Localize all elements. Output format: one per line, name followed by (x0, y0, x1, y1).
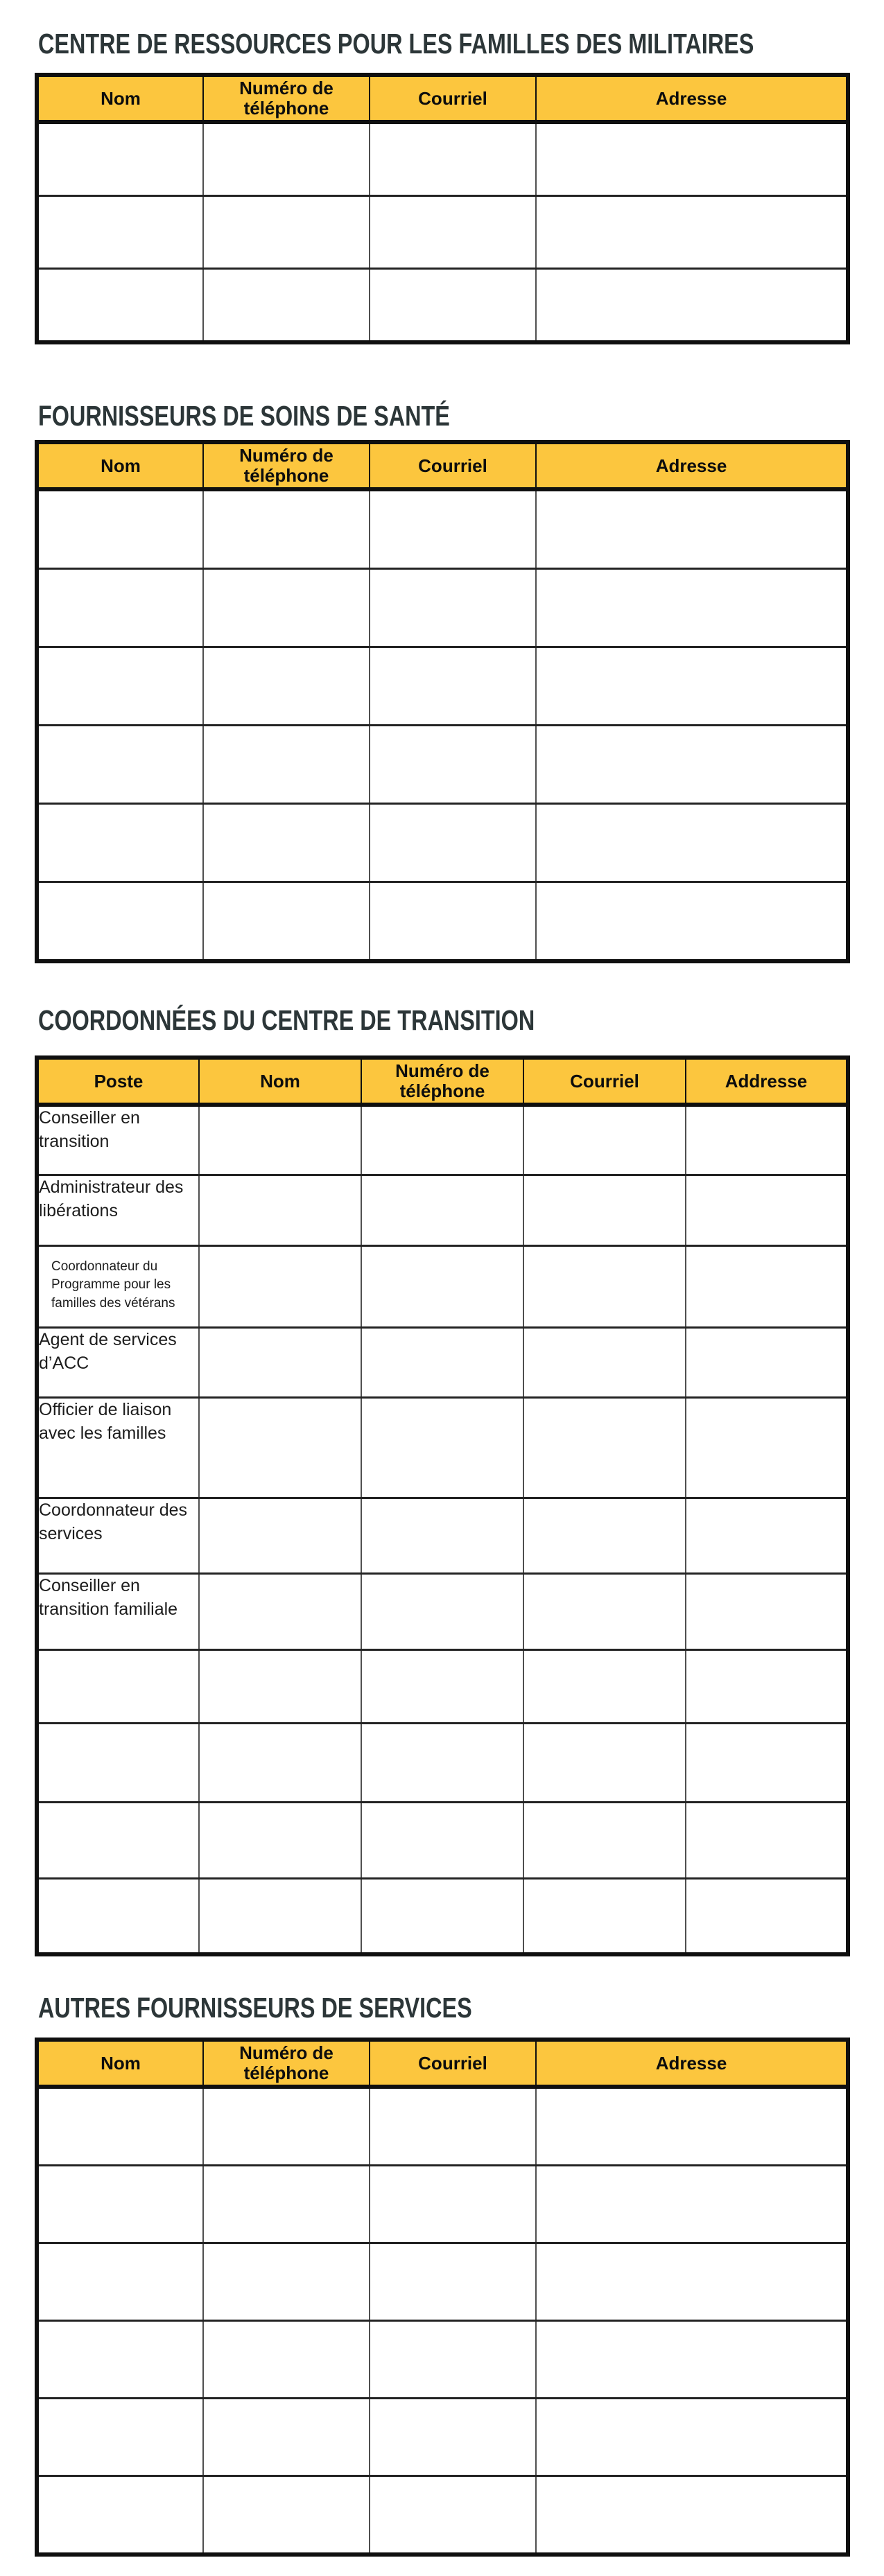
empty-fill-in-cell (523, 1246, 686, 1328)
column-header: Numéro de téléphone (361, 1058, 523, 1105)
empty-fill-in-cell (536, 2243, 848, 2321)
empty-fill-in-cell (370, 569, 536, 647)
empty-fill-in-cell (370, 2087, 536, 2166)
empty-fill-in-cell (523, 1574, 686, 1650)
empty-fill-in-cell (199, 1803, 361, 1879)
empty-fill-in-cell (37, 2243, 203, 2321)
header-row (37, 442, 848, 489)
empty-fill-in-cell (37, 2399, 203, 2476)
table-centre-ressources (35, 73, 850, 344)
empty-fill-in-cell (370, 2399, 536, 2476)
empty-fill-in-cell (199, 1246, 361, 1328)
empty-fill-in-cell (37, 1650, 199, 1724)
empty-fill-in-cell (37, 2476, 203, 2555)
empty-fill-in-cell (536, 269, 848, 343)
empty-fill-in-cell (523, 1105, 686, 1175)
poste-label-cell: Administrateur des libérations (37, 1175, 199, 1246)
column-header: Courriel (370, 2040, 536, 2087)
empty-fill-in-cell (199, 1105, 361, 1175)
empty-fill-in-cell (203, 489, 370, 569)
empty-fill-in-cell (686, 1398, 848, 1498)
table-row (37, 1246, 848, 1328)
table-row (37, 2243, 848, 2321)
empty-fill-in-cell (37, 196, 203, 269)
table-row (37, 1879, 848, 1955)
empty-fill-in-cell (686, 1498, 848, 1574)
column-header: Addresse (686, 1058, 848, 1105)
empty-fill-in-cell (37, 1879, 199, 1955)
empty-fill-in-cell (203, 569, 370, 647)
header-row (37, 2040, 848, 2087)
column-header: Numéro de téléphone (203, 442, 370, 489)
section-title-centre-ressources: CENTRE DE RESSOURCES POUR LES FAMILLES DES MILITAIRES (38, 28, 754, 60)
empty-fill-in-cell (37, 489, 203, 569)
empty-fill-in-cell (536, 804, 848, 882)
column-header: Adresse (536, 2040, 848, 2087)
empty-fill-in-cell (686, 1724, 848, 1803)
empty-fill-in-cell (536, 2476, 848, 2555)
empty-fill-in-cell (37, 1724, 199, 1803)
table-row (37, 2321, 848, 2399)
table-row (37, 2476, 848, 2555)
empty-fill-in-cell (203, 122, 370, 196)
empty-fill-in-cell (686, 1105, 848, 1175)
empty-fill-in-cell (203, 2243, 370, 2321)
empty-fill-in-cell (361, 1574, 523, 1650)
poste-label-cell: Conseiller en transition (37, 1105, 199, 1175)
empty-fill-in-cell (37, 2321, 203, 2399)
empty-fill-in-cell (370, 122, 536, 196)
header-row (37, 1058, 848, 1105)
empty-fill-in-cell (199, 1724, 361, 1803)
empty-fill-in-cell (536, 122, 848, 196)
table-row (37, 2166, 848, 2243)
empty-fill-in-cell (203, 269, 370, 343)
empty-fill-in-cell (361, 1650, 523, 1724)
empty-fill-in-cell (536, 2166, 848, 2243)
empty-fill-in-cell (361, 1879, 523, 1955)
empty-fill-in-cell (686, 1879, 848, 1955)
section-title-autres-fournisseurs: AUTRES FOURNISSEURS DE SERVICES (38, 1992, 472, 2024)
header-row (37, 75, 848, 122)
empty-fill-in-cell (37, 569, 203, 647)
empty-fill-in-cell (523, 1498, 686, 1574)
table-row (37, 1803, 848, 1879)
empty-fill-in-cell (37, 269, 203, 343)
empty-fill-in-cell (203, 647, 370, 726)
empty-fill-in-cell (536, 726, 848, 804)
empty-fill-in-cell (361, 1724, 523, 1803)
table-row (37, 269, 848, 343)
empty-fill-in-cell (203, 2087, 370, 2166)
empty-fill-in-cell (361, 1175, 523, 1246)
poste-label-cell: Coordonnateur des services (37, 1498, 199, 1574)
empty-fill-in-cell (37, 2166, 203, 2243)
empty-fill-in-cell (370, 196, 536, 269)
empty-fill-in-cell (686, 1328, 848, 1398)
section-title-coordonnees-centre-transition: COORDONNÉES DU CENTRE DE TRANSITION (38, 1004, 535, 1036)
empty-fill-in-cell (203, 804, 370, 882)
empty-fill-in-cell (199, 1650, 361, 1724)
empty-fill-in-cell (37, 2087, 203, 2166)
table-row (37, 122, 848, 196)
column-header: Nom (37, 442, 203, 489)
empty-fill-in-cell (370, 647, 536, 726)
table-row (37, 1574, 848, 1650)
column-header: Courriel (370, 442, 536, 489)
empty-fill-in-cell (536, 2087, 848, 2166)
empty-fill-in-cell (536, 2399, 848, 2476)
empty-fill-in-cell (199, 1398, 361, 1498)
empty-fill-in-cell (203, 2476, 370, 2555)
empty-fill-in-cell (361, 1498, 523, 1574)
column-header: Nom (37, 2040, 203, 2087)
section-title-fournisseurs-soins-sante: FOURNISSEURS DE SOINS DE SANTÉ (38, 400, 450, 432)
empty-fill-in-cell (370, 2321, 536, 2399)
empty-fill-in-cell (37, 882, 203, 962)
empty-fill-in-cell (37, 647, 203, 726)
empty-fill-in-cell (203, 2321, 370, 2399)
empty-fill-in-cell (370, 2243, 536, 2321)
empty-fill-in-cell (686, 1175, 848, 1246)
poste-label-cell: Officier de liaison avec les familles (37, 1398, 199, 1498)
empty-fill-in-cell (361, 1105, 523, 1175)
empty-fill-in-cell (536, 196, 848, 269)
empty-fill-in-cell (523, 1328, 686, 1398)
table-row (37, 1398, 848, 1498)
empty-fill-in-cell (686, 1246, 848, 1328)
empty-fill-in-cell (199, 1498, 361, 1574)
empty-fill-in-cell (523, 1175, 686, 1246)
empty-fill-in-cell (199, 1175, 361, 1246)
empty-fill-in-cell (203, 196, 370, 269)
empty-fill-in-cell (536, 2321, 848, 2399)
empty-fill-in-cell (686, 1650, 848, 1724)
table-row (37, 1498, 848, 1574)
table-row (37, 804, 848, 882)
column-header: Poste (37, 1058, 199, 1105)
empty-fill-in-cell (686, 1574, 848, 1650)
table-row (37, 647, 848, 726)
empty-fill-in-cell (370, 882, 536, 962)
empty-fill-in-cell (199, 1879, 361, 1955)
table-row (37, 2087, 848, 2166)
empty-fill-in-cell (370, 726, 536, 804)
empty-fill-in-cell (370, 2166, 536, 2243)
empty-fill-in-cell (199, 1328, 361, 1398)
table-row (37, 569, 848, 647)
empty-fill-in-cell (536, 882, 848, 962)
empty-fill-in-cell (523, 1879, 686, 1955)
empty-fill-in-cell (370, 2476, 536, 2555)
table-coordonnees-centre-transition (35, 1055, 850, 1956)
empty-fill-in-cell (203, 882, 370, 962)
table-row (37, 1650, 848, 1724)
column-header: Nom (37, 75, 203, 122)
empty-fill-in-cell (37, 122, 203, 196)
column-header: Courriel (523, 1058, 686, 1105)
table-autres-fournisseurs (35, 2038, 850, 2557)
table-row (37, 1328, 848, 1398)
empty-fill-in-cell (370, 269, 536, 343)
empty-fill-in-cell (536, 489, 848, 569)
empty-fill-in-cell (523, 1650, 686, 1724)
empty-fill-in-cell (361, 1246, 523, 1328)
column-header: Adresse (536, 75, 848, 122)
empty-fill-in-cell (370, 489, 536, 569)
empty-fill-in-cell (370, 804, 536, 882)
table-fournisseurs-soins-sante (35, 440, 850, 963)
column-header: Numéro de téléphone (203, 75, 370, 122)
empty-fill-in-cell (523, 1803, 686, 1879)
empty-fill-in-cell (361, 1803, 523, 1879)
empty-fill-in-cell (203, 726, 370, 804)
table-row (37, 1175, 848, 1246)
table-row (37, 1105, 848, 1175)
table-row (37, 196, 848, 269)
poste-label-cell: Agent de services d’ACC (37, 1328, 199, 1398)
empty-fill-in-cell (37, 1803, 199, 1879)
column-header: Adresse (536, 442, 848, 489)
column-header: Numéro de téléphone (203, 2040, 370, 2087)
table-row (37, 882, 848, 962)
empty-fill-in-cell (523, 1724, 686, 1803)
empty-fill-in-cell (536, 647, 848, 726)
table-row (37, 2399, 848, 2476)
column-header: Courriel (370, 75, 536, 122)
empty-fill-in-cell (361, 1328, 523, 1398)
empty-fill-in-cell (361, 1398, 523, 1498)
table-row (37, 1724, 848, 1803)
empty-fill-in-cell (536, 569, 848, 647)
table-row (37, 726, 848, 804)
poste-label-cell: Conseiller en transition familiale (37, 1574, 199, 1650)
table-row (37, 489, 848, 569)
poste-label-cell: Coordonnateur du Programme pour les familles des vétérans (37, 1246, 199, 1328)
empty-fill-in-cell (686, 1803, 848, 1879)
empty-fill-in-cell (523, 1398, 686, 1498)
empty-fill-in-cell (203, 2399, 370, 2476)
empty-fill-in-cell (203, 2166, 370, 2243)
column-header: Nom (199, 1058, 361, 1105)
empty-fill-in-cell (37, 804, 203, 882)
empty-fill-in-cell (37, 726, 203, 804)
empty-fill-in-cell (199, 1574, 361, 1650)
